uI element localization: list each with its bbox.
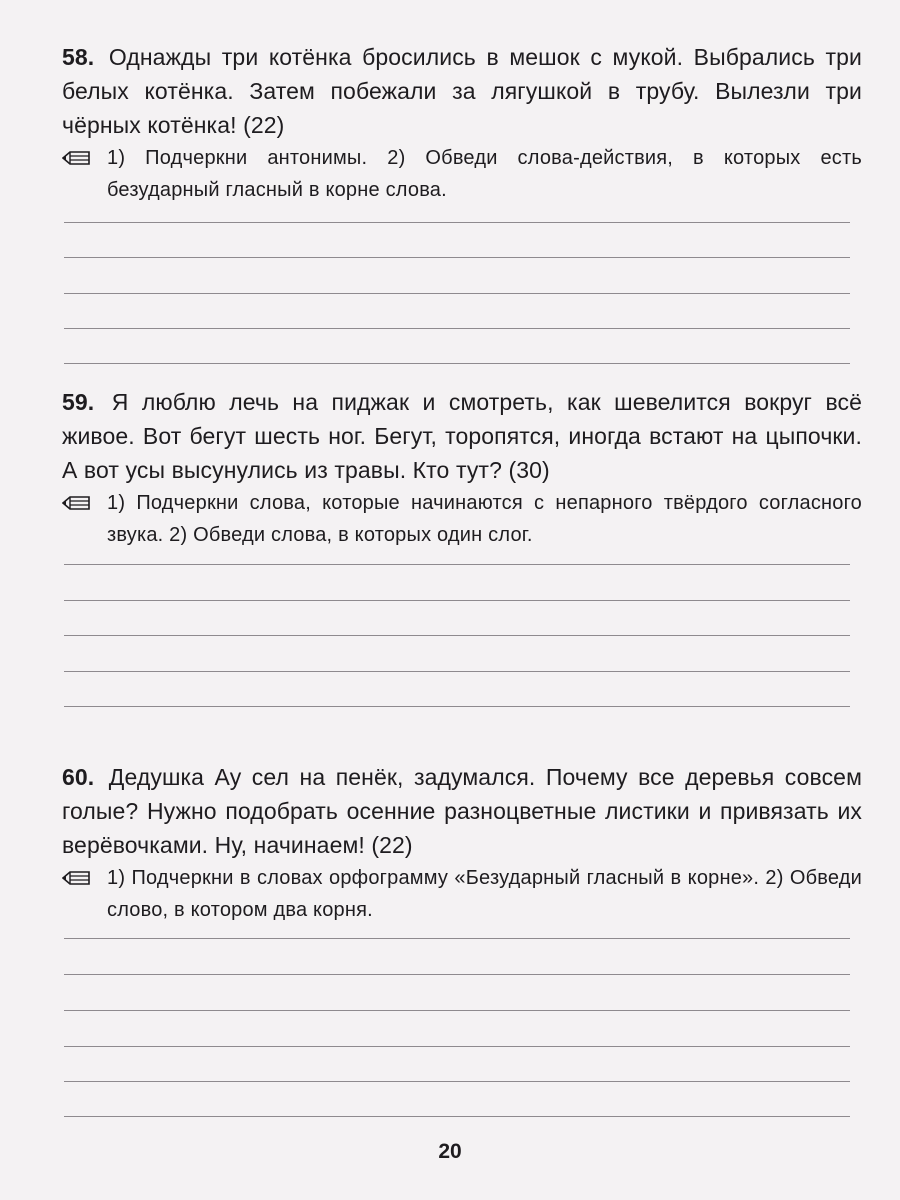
exercise-number: 59.: [62, 389, 95, 415]
exercise-body: Дедушка Ау сел на пенёк, задумался. Почему все деревья совсем голые? Нужно подобрать осенние разноцветные листики и привязать их верёвочками. Ну, начинаем! (22): [62, 764, 862, 858]
exercise-60: [62, 760, 862, 926]
page-number: 20: [438, 1140, 462, 1163]
exercise-number: 60.: [62, 764, 95, 790]
writing-line: [64, 1116, 850, 1117]
writing-line: [64, 363, 850, 364]
writing-line: [64, 938, 850, 939]
writing-line: [64, 600, 850, 601]
exercise-task: [62, 862, 862, 926]
pencil-icon: [62, 149, 92, 167]
writing-line: [64, 1046, 850, 1047]
exercise-text: [62, 760, 862, 862]
pencil-icon: [62, 869, 92, 887]
exercise-58: [62, 40, 862, 206]
task-text: 1) Подчеркни слова, которые начинаются с непарного твёрдого согласного звука. 2) Обведи слова, в которых один слог.: [107, 492, 862, 546]
exercise-59: [62, 385, 862, 551]
pencil-icon: [62, 494, 92, 512]
writing-line: [64, 706, 850, 707]
task-text: 1) Подчеркни в словах орфограмму «Безударный гласный в корне». 2) Обведи слово, в котором два корня.: [107, 867, 862, 921]
writing-line: [64, 974, 850, 975]
writing-line: [64, 635, 850, 636]
exercise-number: 58.: [62, 44, 95, 70]
exercise-text: [62, 40, 862, 142]
writing-line: [64, 257, 850, 258]
writing-line: [64, 564, 850, 565]
writing-line: [64, 222, 850, 223]
exercise-text: [62, 385, 862, 487]
writing-line: [64, 328, 850, 329]
exercise-task: [62, 487, 862, 551]
writing-line: [64, 1010, 850, 1011]
writing-line: [64, 293, 850, 294]
writing-line: [64, 671, 850, 672]
writing-line: [64, 1081, 850, 1082]
exercise-task: [62, 142, 862, 206]
task-text: 1) Подчеркни антонимы. 2) Обведи слова-действия, в которых есть безударный гласный в корне слова.: [107, 147, 862, 201]
exercise-body: Я люблю лечь на пиджак и смотреть, как шевелится вокруг всё живое. Вот бегут шесть ног. Бегут, торопятся, иногда встают на цыпочки. А вот усы высунулись из травы. Кто тут? (30): [62, 389, 863, 483]
exercise-body: Однажды три котёнка бросились в мешок с мукой. Выбрались три белых котёнка. Затем побежали за лягушкой в трубу. Вылезли три чёрных котёнка! (22): [62, 44, 862, 138]
